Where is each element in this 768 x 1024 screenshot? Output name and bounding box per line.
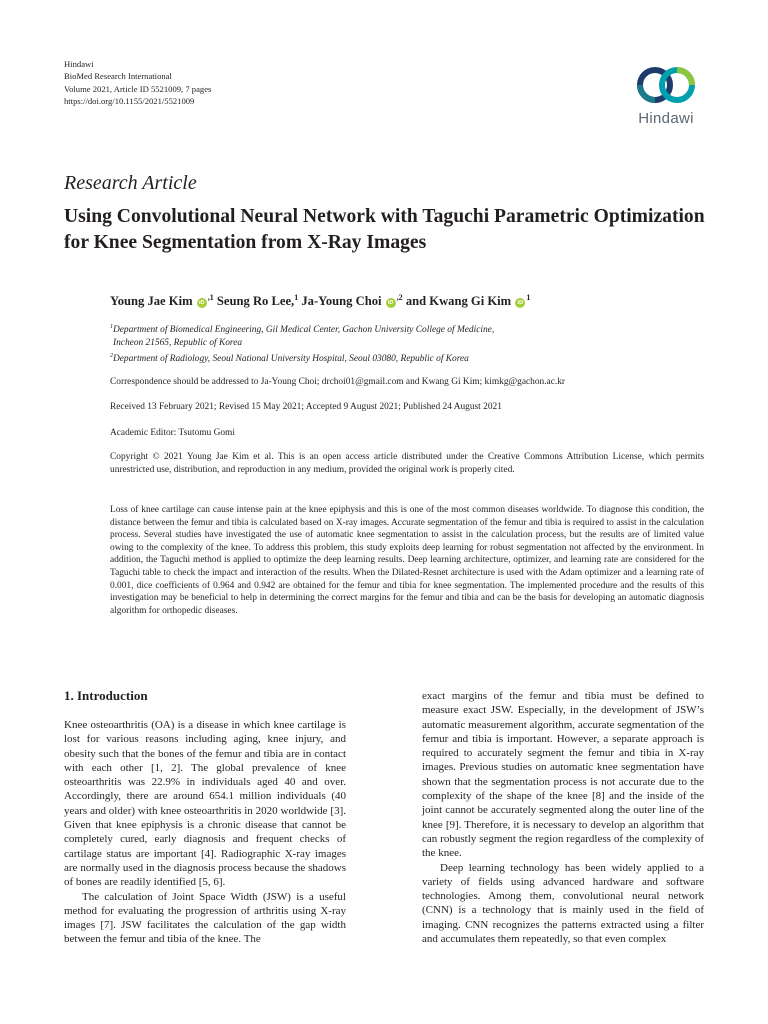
academic-editor: Academic Editor: Tsutomu Gomi (110, 428, 235, 438)
author-affil-sup: 1 (294, 293, 299, 302)
orcid-icon[interactable]: iD (386, 298, 396, 308)
left-column (64, 688, 346, 947)
correspondence: Correspondence should be addressed to Ja-Young Choi; drchoi01@gmail.com and Kwang Gi Kim; kimkg@gachon.ac.kr (110, 377, 566, 387)
publication-dates: Received 13 February 2021; Revised 15 May 2021; Accepted 9 August 2021; Published 24 August 2021 (110, 402, 502, 412)
article-type: Research Article (64, 172, 197, 194)
section-heading: 1. Introduction (64, 688, 148, 703)
affil-text: Department of Biomedical Engineering, Gil Medical Center, Gachon University College of Medicine, (113, 325, 495, 336)
affiliation-1 (110, 321, 494, 337)
affiliation-1-cont: Incheon 21565, Republic of Korea (113, 338, 243, 349)
orcid-icon[interactable]: iD (197, 298, 207, 308)
volume-info: Volume 2021, Article ID 5521009, 7 pages (64, 83, 212, 94)
right-column (422, 689, 704, 946)
journal-name: BioMed Research International (64, 71, 172, 82)
publisher-name: Hindawi (64, 59, 94, 69)
abstract: Loss of knee cartilage can cause intense pain at the knee epiphysis and this is one of the most common diseases worldwide. To diagnose this condition, the distance between the femur and tibia is calculated based on X-ray images. Accurate segmentation of the femur and tibia is required to assist in the calculation process. Several studies have investigated the use of automatic knee segmentation to assist in the calculation process, but the results are of limited value owing to the complexity of the knee. To address this problem, this study exploits deep learning for robust segmentation not affected by the environment. In addition, the Taguchi method is applied to optimize the deep learning results. Deep learning architecture, optimizer, and learning rate are considered for the Taguchi table to check the impact and interaction of the results. When the Dilated-Resnet architecture is used with the Adam optimizer and a learning rate of 0.001, dice coefficients of 0.964 and 0.942 are obtained for the femur and tibia for knee segmentation. The implemented procedure and the results of this investigation may be beneficial to help in determining the correct margins for the femur and tibia and can be the basis for developing an automatic diagnosis algorithm for orthopedic diseases. (110, 505, 704, 616)
author-affil-sup: ,1 (207, 293, 214, 302)
affil-text: Department of Radiology, Seoul National University Hospital, Seoul 03080, Republic of Korea (113, 354, 469, 365)
paragraph: exact margins of the femur and tibia must be defined to measure exact JSW. Especially, in the development of JSW’s automatic measurement algorithm, accurate segmentation of the femur and tibia is important. However, a separate approach is required to accurately segment the femur and tibia in X-ray images. Previous studies on automatic knee segmentation have shown that the segmentation process is not accurate due to the complexity of the shape of the knee [8] and the inside of the joint cannot be accurately segmented along the outer line of the knee [9]. Therefore, it is necessary to develop an algorithm that can robustly segment the region regardless of the complexity of the knee. (422, 690, 704, 860)
author-name[interactable]: Seung Ro Lee, (216, 294, 295, 309)
author-affil-sup: ,2 (396, 293, 403, 302)
article-title: Using Convolutional Neural Network with Taguchi Parametric Optimization for Knee Segmentation from X-Ray Images (64, 206, 705, 253)
paragraph: Deep learning technology has been widely applied to a variety of fields using advanced hardware and software technologies. Among them, convolutional neural network (CNN) is a technology that is mainly used in the field of imaging. CNN recognizes the patterns extracted using a filter and accumulates them repeatedly, so that even complex (422, 861, 704, 946)
paragraph: Knee osteoarthritis (OA) is a disease in which knee cartilage is lost for various reasons including aging, knee injury, and obesity such that the bones of the femur and tibia are in contact with each other [1, 2]. The global prevalence of knee osteoarthritis was 22.9% in individuals aged 40 and over. Accordingly, there are around 654.1 million individuals (40 years and older) with knee osteoarthritis in 2020 worldwide [3]. Given that knee epiphysis is a chronic disease that cannot be completely cured, early diagnosis and frequent checks of cartilage status are important [4]. Radiographic X-ray images are normally used in the diagnosis process because the shadows of bones are readily identified [5, 6]. (64, 719, 346, 889)
affiliation-2 (110, 350, 494, 366)
author-name[interactable]: Ja-Young Choi (301, 294, 382, 309)
author-affil-sup: 1 (526, 293, 531, 302)
affil-number: 2 (110, 353, 113, 360)
author-list (110, 293, 530, 309)
affiliations (110, 321, 494, 366)
orcid-icon[interactable]: iD (515, 298, 525, 308)
author-name[interactable]: Young Jae Kim (110, 294, 193, 309)
copyright-notice: Copyright © 2021 Young Jae Kim et al. This is an open access article distributed under the Creative Commons Attribution License, which permits unrestricted use, distribution, and reproduction in any medium, provided the original work is properly cited. (110, 452, 704, 475)
author-name[interactable]: and Kwang Gi Kim (405, 294, 512, 309)
paragraph: The calculation of Joint Space Width (JSW) is a useful method for evaluating the progression of arthritis using X-ray images [7]. JSW facilitates the calculation of the gap width between the femur and tibia of the knee. The (64, 890, 346, 946)
logo-wordmark: Hindawi (638, 110, 694, 127)
journal-header (64, 58, 211, 107)
doi-link[interactable]: https://doi.org/10.1155/2021/5521009 (64, 95, 195, 106)
affil-number: 1 (110, 324, 113, 330)
hindawi-logo (626, 60, 706, 134)
hindawi-rings-icon (626, 60, 706, 110)
